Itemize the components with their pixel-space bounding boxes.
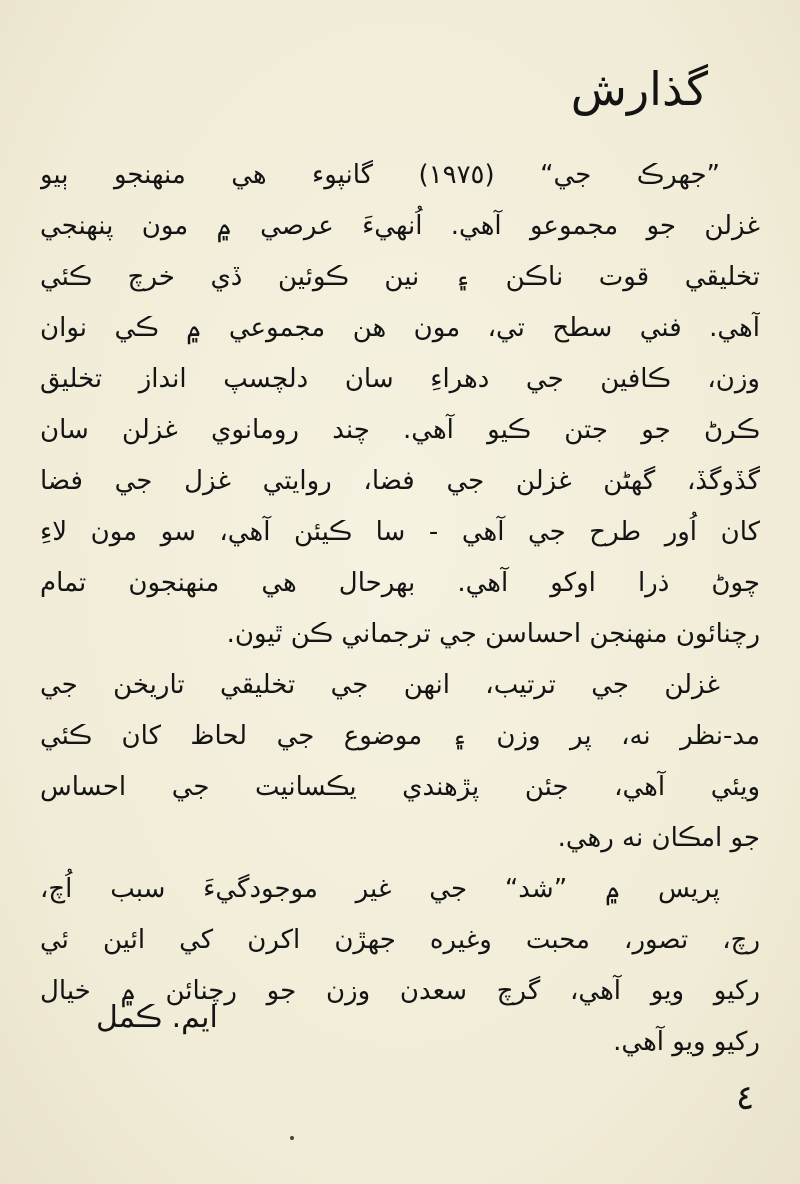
page-number: ٤ [736, 1078, 755, 1118]
text-line: وزن، ڪافين جي دهراءِ سان دلچسپ انداز تخليق [40, 364, 760, 394]
text-line: رکيو ويو آهي. [613, 1027, 760, 1057]
text-line: رکيو ويو آهي، گرچ سعدن وزن جو رچنائن ۾ خيال [40, 976, 760, 1006]
text-line: پريس ۾ ”شد“ جي غير موجودگيءَ سبب اُچ، [40, 874, 720, 904]
author-signature: ايم. ڪمل [96, 1000, 218, 1035]
text-line: کان اُور طرح جي آهي - سا ڪيئن آهي، سو مون لاءِ [40, 517, 760, 547]
text-line: رچنائون منهنجن احساسن جي ترجماني ڪن ٿيون. [226, 619, 760, 649]
text-line: غزلن جي ترتيب، انهن جي تخليقي تاريخن جي [40, 670, 720, 700]
text-line: غزلن جو مجموعو آهي. اُنهيءَ عرصي ۾ مون پنهنجي [40, 211, 760, 241]
text-line: ڪرڻ جو جتن ڪيو آهي. چند رومانوي غزلن سان [40, 415, 760, 445]
text-line: ويئي آهي، جئن پڙهندي يڪسانيت جي احساس [40, 772, 760, 802]
text-line: تخليقي قوت ناڪن ۽ نين ڪوئين ڏي خرچ ڪئي [40, 262, 760, 292]
ink-speck [290, 1136, 294, 1140]
body-text [40, 150, 760, 1068]
page-title: گذارش [570, 62, 708, 116]
text-line: ”جهرڪ جي“ (١٩٧٥) گانپوء هي منهنجو ٻيو [40, 160, 720, 190]
text-line: جو امڪان نه رهي. [557, 823, 760, 853]
text-line: چوڻ ذرا اوکو آهي. بهرحال هي منهنجون تمام [40, 568, 760, 598]
text-line: رچ، تصور، محبت وغيره جهڙن اکرن کي ائين ئي [40, 925, 760, 955]
text-line: گڏوگڏ، گهڻن غزلن جي فضا، روايتي غزل جي فضا [40, 466, 760, 496]
text-line: آهي. فني سطح تي، مون هن مجموعي ۾ ڪي نوان [40, 313, 760, 343]
text-line: مد-نظر نه، پر وزن ۽ موضوع جي لحاظ کان ڪئي [40, 721, 760, 751]
